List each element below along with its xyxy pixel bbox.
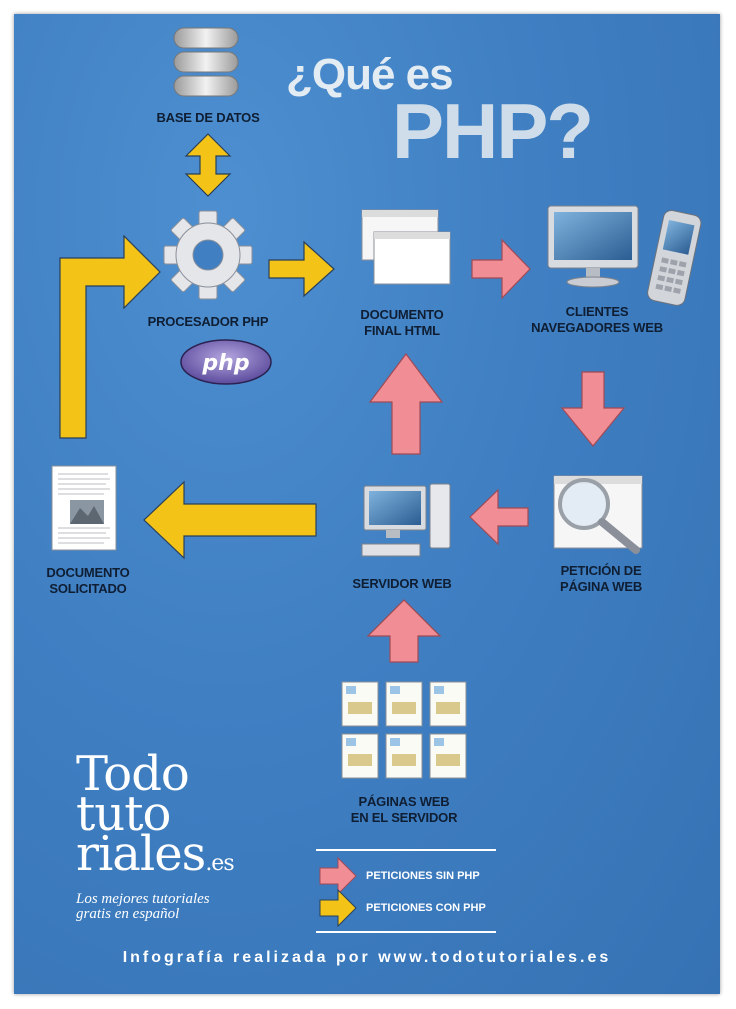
html-clients-arrow [472,240,530,298]
pages-server-arrow [368,600,440,662]
php-logo-text: php [202,351,250,376]
label-final-document: DOCUMENTO FINAL HTML [360,307,444,338]
legend-pink-arrow [320,858,356,894]
html-document-icon [362,210,450,284]
web-server-icon [362,484,450,556]
infographic-poster [14,14,720,994]
label-server-pages: PÁGINAS WEB EN EL SERVIDOR [350,794,458,825]
brand-logo: Todo tuto riales.es Los mejores tutoriales gratis en español [76,746,234,922]
legend [316,850,496,932]
processor-html-arrow [269,242,334,296]
requested-document-icon [52,466,116,550]
legend-without-php: PETICIONES SIN PHP [366,870,480,882]
server-document-arrow [144,482,316,558]
brand-tagline-2: gratis en español [76,906,180,922]
mobile-phone-icon [646,209,702,307]
server-html-arrow [370,354,442,454]
server-pages-icon [342,682,466,778]
label-web-server: SERVIDOR WEB [352,576,452,591]
label-requested-document: DOCUMENTO SOLICITADO [46,565,130,596]
footer-credit: Infografía realizada por www.todotutoriales.es [122,949,612,966]
brand-tagline-1: Los mejores tutoriales [76,891,210,907]
legend-yellow-arrow [320,890,356,926]
document-processor-arrow [60,236,160,438]
database-icon [174,28,238,96]
client-monitor-icon [548,206,638,287]
clients-request-arrow [562,372,624,446]
title-php: PHP? [392,87,593,175]
label-processor: PROCESADOR PHP [147,314,269,329]
label-page-request: PETICIÓN DE PÁGINA WEB [559,563,643,594]
label-clients: CLIENTES NAVEGADORES WEB [531,304,663,335]
title-question: ¿Qué es [286,50,453,99]
db-processor-arrow [186,134,230,196]
page-request-icon [554,476,642,550]
label-database: BASE DE DATOS [156,110,260,125]
legend-with-php: PETICIONES CON PHP [366,902,486,914]
request-server-arrow [470,490,528,544]
gear-icon [164,211,252,299]
